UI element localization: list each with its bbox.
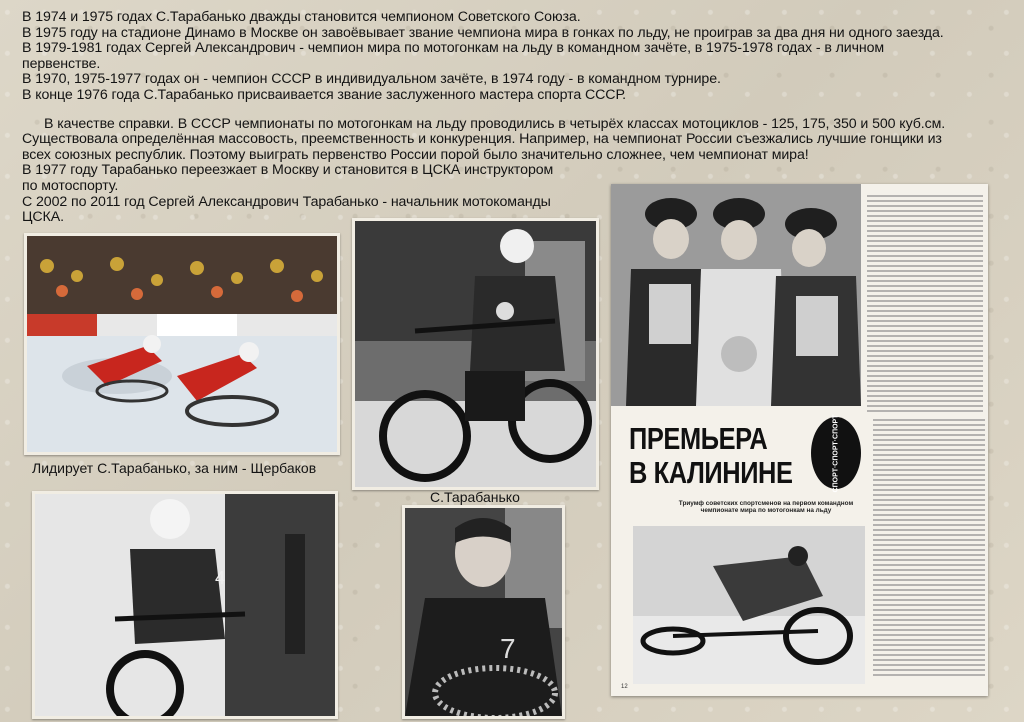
article-column-bottom [873, 416, 985, 686]
headline-line-1: ПРЕМЬЕРА [629, 421, 768, 456]
paragraph: С 2002 по 2011 год Сергей Александрович Тарабанько - начальник мотокоманды [22, 193, 551, 210]
paragraph: В 1979-1981 годах Сергей Александрович - чемпион мира по мотогонкам на льду в командном зачёте, в 1975-1978 годах - в личном [22, 40, 885, 57]
race-caption: Лидирует С.Тарабанько, за ним - Щербаков [32, 460, 317, 476]
race-color-photo [24, 233, 340, 455]
rider-portrait-image [405, 508, 562, 716]
paragraph: В 1977 году Тарабанько переезжает в Москву и становится в ЦСКА инструктором [22, 162, 554, 179]
paragraph: ЦСКА. [22, 209, 64, 226]
paragraph: Существовала определённая массовость, преемственность и конкуренция. Например, на чемпионат России съезжались лучшие гонщики из [22, 131, 942, 148]
rider-bw-photo [352, 218, 599, 490]
clipping-headline [629, 422, 793, 490]
paragraph: В 1970, 1975-1977 годах он - чемпион СССР в индивидуальном зачёте, в 1974 году - в командном турнире. [22, 71, 721, 88]
paragraph: В 1975 году на стадионе Динамо в Москве он завоёвывает звание чемпиона мира в гонках по льду, не проиграв за два дня ни одного заезда. [22, 24, 944, 41]
race-scene-image [27, 236, 337, 452]
portrait-caption: С.Тарабанько [430, 489, 520, 505]
ice-race-image [633, 526, 865, 684]
clipping-subheadline: Триумф советских спортсменов на первом командном чемпионате мира по мотогонкам на льду [678, 500, 854, 515]
ice-race-clipping-photo [633, 526, 865, 684]
rider-garage-image [35, 494, 335, 716]
rider-garage-photo [32, 491, 338, 719]
three-riders-photo [611, 184, 861, 406]
three-riders-image [611, 184, 861, 406]
svg-text:4: 4 [215, 568, 226, 588]
rider-image [355, 221, 596, 487]
sport-badge-text: СПОРТ·СПОРТ·СПОРТ [832, 414, 840, 492]
paragraph: первенстве. [22, 55, 101, 72]
headline-line-2: В КАЛИНИНЕ [629, 455, 793, 490]
clipping-page-number: 12 [621, 684, 628, 690]
paragraph: В конце 1976 года С.Тарабанько присваивается звание заслуженного мастера спорта СССР. [22, 86, 626, 103]
paragraph: по мотоспорту. [22, 177, 119, 194]
paragraph: всех союзных республик. Поэтому выиграть первенство России порой было значительно сложнее, чем чемпионат мира! [22, 146, 809, 163]
article-column-top [867, 192, 983, 412]
sport-badge [811, 414, 861, 492]
paragraph: В качестве справки. В СССР чемпионаты по мотогонкам на льду проводились в четырёх классах мотоциклов - 125, 175, 350 и 500 куб.см. [44, 115, 946, 132]
svg-text:7: 7 [500, 633, 516, 664]
rider-portrait-photo [402, 505, 565, 719]
newspaper-clipping [611, 184, 988, 696]
paragraph: В 1974 и 1975 годах С.Тарабанько дважды становится чемпионом Советского Союза. [22, 9, 581, 25]
